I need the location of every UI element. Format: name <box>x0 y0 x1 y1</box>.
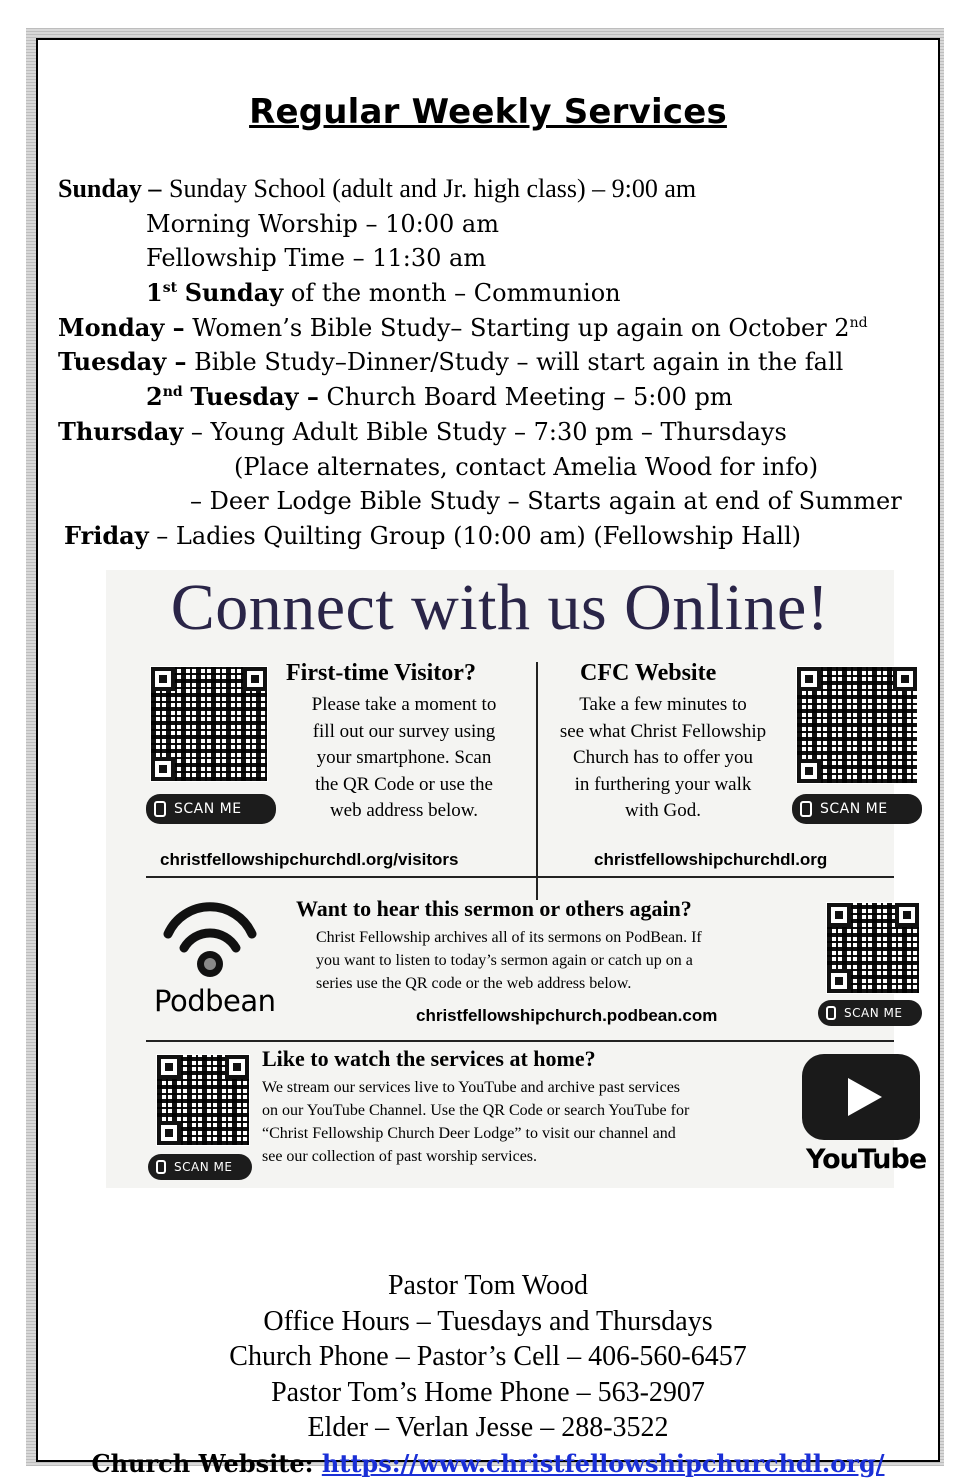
worship-row <box>58 207 902 242</box>
website-url[interactable]: christfellowshipchurchdl.org <box>594 850 828 869</box>
website-heading: CFC Website <box>580 660 717 686</box>
communion-num: 1 <box>146 278 163 308</box>
website-qr-code[interactable] <box>796 666 918 784</box>
elder-contact: Elder – Verlan Jesse – 288-3522 <box>307 1412 669 1443</box>
office-hours: Office Hours – Tuesdays and Thursdays <box>263 1305 713 1337</box>
website-line: in furthering your walk <box>574 773 752 795</box>
thursday-day: Thursday <box>58 416 184 446</box>
visitor-qr-code[interactable] <box>150 666 268 782</box>
fellowship-text: Fellowship Time – 11:30 am <box>146 244 487 273</box>
sunday-row <box>58 172 902 207</box>
monday-text: Women’s Bible Study– Starting up again on October 2 <box>192 313 850 342</box>
podbean-line: you want to listen to today’s sermon again or catch up on a <box>316 952 693 969</box>
podbean-scan-button[interactable] <box>818 1000 922 1026</box>
weekly-schedule <box>58 172 902 554</box>
visitor-url[interactable]: christfellowshipchurchdl.org/visitors <box>160 850 459 869</box>
sunday-text: Sunday School (adult and Jr. high class) – 9:00 am <box>168 174 697 203</box>
website-description <box>538 692 788 825</box>
thursday-text: – Young Adult Bible Study – 7:30 pm – Thursdays <box>190 417 787 446</box>
page-title: Regular Weekly Services <box>249 92 727 132</box>
board-sup: nd <box>162 384 183 401</box>
bulletin-page <box>36 38 940 1478</box>
phone-icon <box>826 1006 836 1020</box>
visitor-line: your smartphone. Scan <box>316 747 492 768</box>
church-phone: Church Phone – Pastor’s Cell – 406-560-6457 <box>229 1341 747 1372</box>
board-num: 2 <box>146 382 163 412</box>
podbean-description <box>316 926 702 995</box>
thursday-note-row <box>58 450 902 485</box>
friday-row <box>58 519 902 554</box>
friday-day: Friday <box>64 520 149 550</box>
youtube-line: on our YouTube Channel. Use the QR Code or search YouTube for <box>262 1102 690 1119</box>
board-row <box>58 380 902 415</box>
website-line: Take a few minutes to <box>579 694 747 715</box>
communion-text: of the month – Communion <box>290 279 621 308</box>
scan-label: SCAN ME <box>820 801 888 817</box>
visitor-heading: First-time Visitor? <box>286 660 476 686</box>
scan-label: SCAN ME <box>174 801 242 817</box>
podbean-line: Christ Fellowship archives all of its sermons on PodBean. If <box>316 929 702 946</box>
visitor-line: the QR Code or use the <box>315 773 493 795</box>
podbean-heading: Want to hear this sermon or others again? <box>296 896 692 921</box>
website-row <box>38 1446 938 1482</box>
youtube-heading: Like to watch the services at home? <box>262 1046 596 1071</box>
podbean-icon <box>162 900 258 980</box>
youtube-line: “Christ Fellowship Church Deer Lodge” to visit our channel and <box>262 1125 676 1142</box>
youtube-qr-code[interactable] <box>156 1054 250 1146</box>
youtube-line: see our collection of past worship services. <box>262 1148 538 1165</box>
website-label: Church Website: <box>91 1448 314 1478</box>
website-scan-button[interactable] <box>792 794 922 824</box>
worship-text: Morning Worship – 10:00 am <box>146 209 499 238</box>
deer-lodge-text: – Deer Lodge Bible Study – Starts again at end of Summer <box>190 487 902 516</box>
visitor-description <box>282 692 526 825</box>
sunday-day: Sunday – <box>58 174 162 203</box>
tuesday-text: Bible Study–Dinner/Study – will start again in the fall <box>194 348 844 377</box>
youtube-line: We stream our services live to YouTube and archive past services <box>262 1079 681 1096</box>
website-link[interactable]: https://www.christfellowshipchurchdl.org/ <box>321 1448 885 1478</box>
pastor-name: Pastor Tom Wood <box>387 1270 589 1301</box>
thursday-note: (Place alternates, contact Amelia Wood for info) <box>234 452 819 481</box>
contact-footer <box>38 1268 938 1481</box>
scan-label: SCAN ME <box>174 1160 233 1174</box>
podbean-url[interactable]: christfellowshipchurch.podbean.com <box>416 1006 718 1025</box>
youtube-logo-text: YouTube <box>806 1144 927 1175</box>
visitor-line: fill out our survey using <box>312 720 496 742</box>
communion-row <box>58 276 902 311</box>
board-bold: Tuesday – <box>190 382 319 412</box>
scan-label: SCAN ME <box>844 1006 903 1020</box>
home-phone: Pastor Tom’s Home Phone – 563-2907 <box>271 1376 705 1408</box>
connect-online-panel <box>106 570 927 1188</box>
section-divider <box>146 876 894 878</box>
website-line: Church has to offer you <box>572 747 754 768</box>
website-line: see what Christ Fellowship <box>559 720 767 742</box>
phone-icon <box>156 1160 166 1174</box>
communion-sup: st <box>162 280 178 297</box>
section-divider <box>146 1040 894 1042</box>
monday-sup: nd <box>849 314 868 331</box>
youtube-description <box>262 1076 689 1168</box>
podbean-qr-code[interactable] <box>826 902 920 994</box>
youtube-play-icon <box>802 1054 920 1140</box>
podbean-line: series use the QR code or the web address below. <box>316 975 632 992</box>
tuesday-row <box>58 345 902 380</box>
phone-icon <box>800 801 812 817</box>
tuesday-day: Tuesday – <box>58 347 187 377</box>
youtube-scan-button[interactable] <box>148 1154 252 1180</box>
communion-bold: Sunday <box>184 278 284 308</box>
phone-icon <box>154 801 166 817</box>
online-title: Connect with us Online! <box>170 571 830 644</box>
monday-row <box>58 311 902 346</box>
visitor-line: web address below. <box>329 800 479 821</box>
podbean-logo-text: Podbean <box>154 984 276 1018</box>
monday-day: Monday – <box>58 312 185 342</box>
friday-text: – Ladies Quilting Group (10:00 am) (Fellowship Hall) <box>156 521 802 550</box>
visitor-line: Please take a moment to <box>311 694 497 715</box>
fellowship-row <box>58 241 902 276</box>
website-line: with God. <box>625 800 701 821</box>
deer-lodge-row <box>58 484 902 519</box>
visitor-scan-button[interactable] <box>146 794 276 824</box>
board-text: Church Board Meeting – 5:00 pm <box>326 383 733 412</box>
thursday-row <box>58 415 902 450</box>
